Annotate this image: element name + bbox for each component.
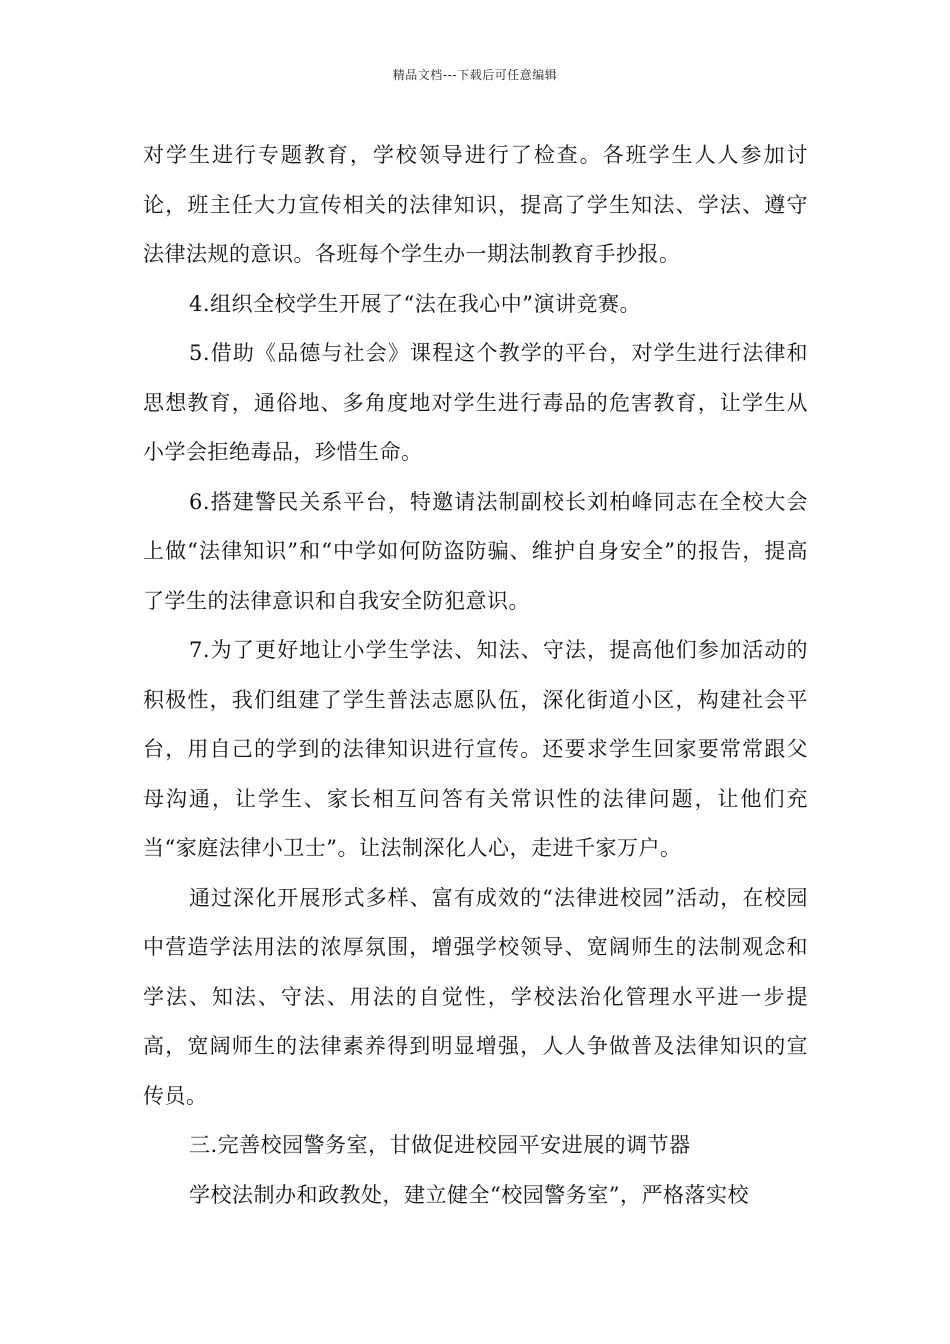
paragraph-section-3-start: 学校法制办和政教处，建立健全“校园警务室”，严格落实校 — [189, 1182, 749, 1207]
document-body — [143, 131, 808, 1220]
paragraph-item-7: 7.为了更好地让小学生学法、知法、守法，提高他们参加活动的积极性，我们组建了学生普法志愿队伍，深化街道小区，构建社会平台，用自己的学到的法律知识进行宣传。还要求学生回家要常常跟父母沟通，让学生、家长相互问答有关常识性的法律问题，让他们充当“家庭法律小卫士”。让法制深化人心，走进千家万户。 — [143, 638, 808, 860]
page-header: 精品文档---下载后可任意编辑 — [392, 68, 558, 82]
paragraph-item-5: 5.借助《品德与社会》课程这个教学的平台，对学生进行法律和思想教育，通俗地、多角度地对学生进行毒品的危害教育，让学生从小学会拒绝毒品，珍惜生命。 — [143, 341, 808, 464]
paragraph-continuation: 对学生进行专题教育，学校领导进行了检查。各班学生人人参加讨论，班主任大力宣传相关的法律知识，提高了学生知法、学法、遵守法律法规的意识。各班每个学生办一期法制教育手抄报。 — [143, 143, 808, 266]
paragraph-item-6: 6.搭建警民关系平台，特邀请法制副校长刘柏峰同志在全校大会上做“法律知识”和“中学如何防盗防骗、维护自身安全”的报告，提高了学生的法律意识和自我安全防犯意识。 — [143, 489, 808, 613]
paragraph-summary: 通过深化开展形式多样、富有成效的“法律进校园”活动，在校园中营造学法用法的浓厚氛围，增强学校领导、宽阔师生的法制观念和学法、知法、守法、用法的自觉性，学校法治化管理水平进一步提高，宽阔师生的法律素养得到明显增强，人人争做普及法律知识的宣传员。 — [143, 885, 808, 1108]
paragraph-item-4: 4.组织全校学生开展了“法在我心中”演讲竞赛。 — [189, 291, 642, 316]
section-heading-3: 三.完善校园警务室，甘做促进校园平安进展的调节器 — [189, 1133, 691, 1157]
